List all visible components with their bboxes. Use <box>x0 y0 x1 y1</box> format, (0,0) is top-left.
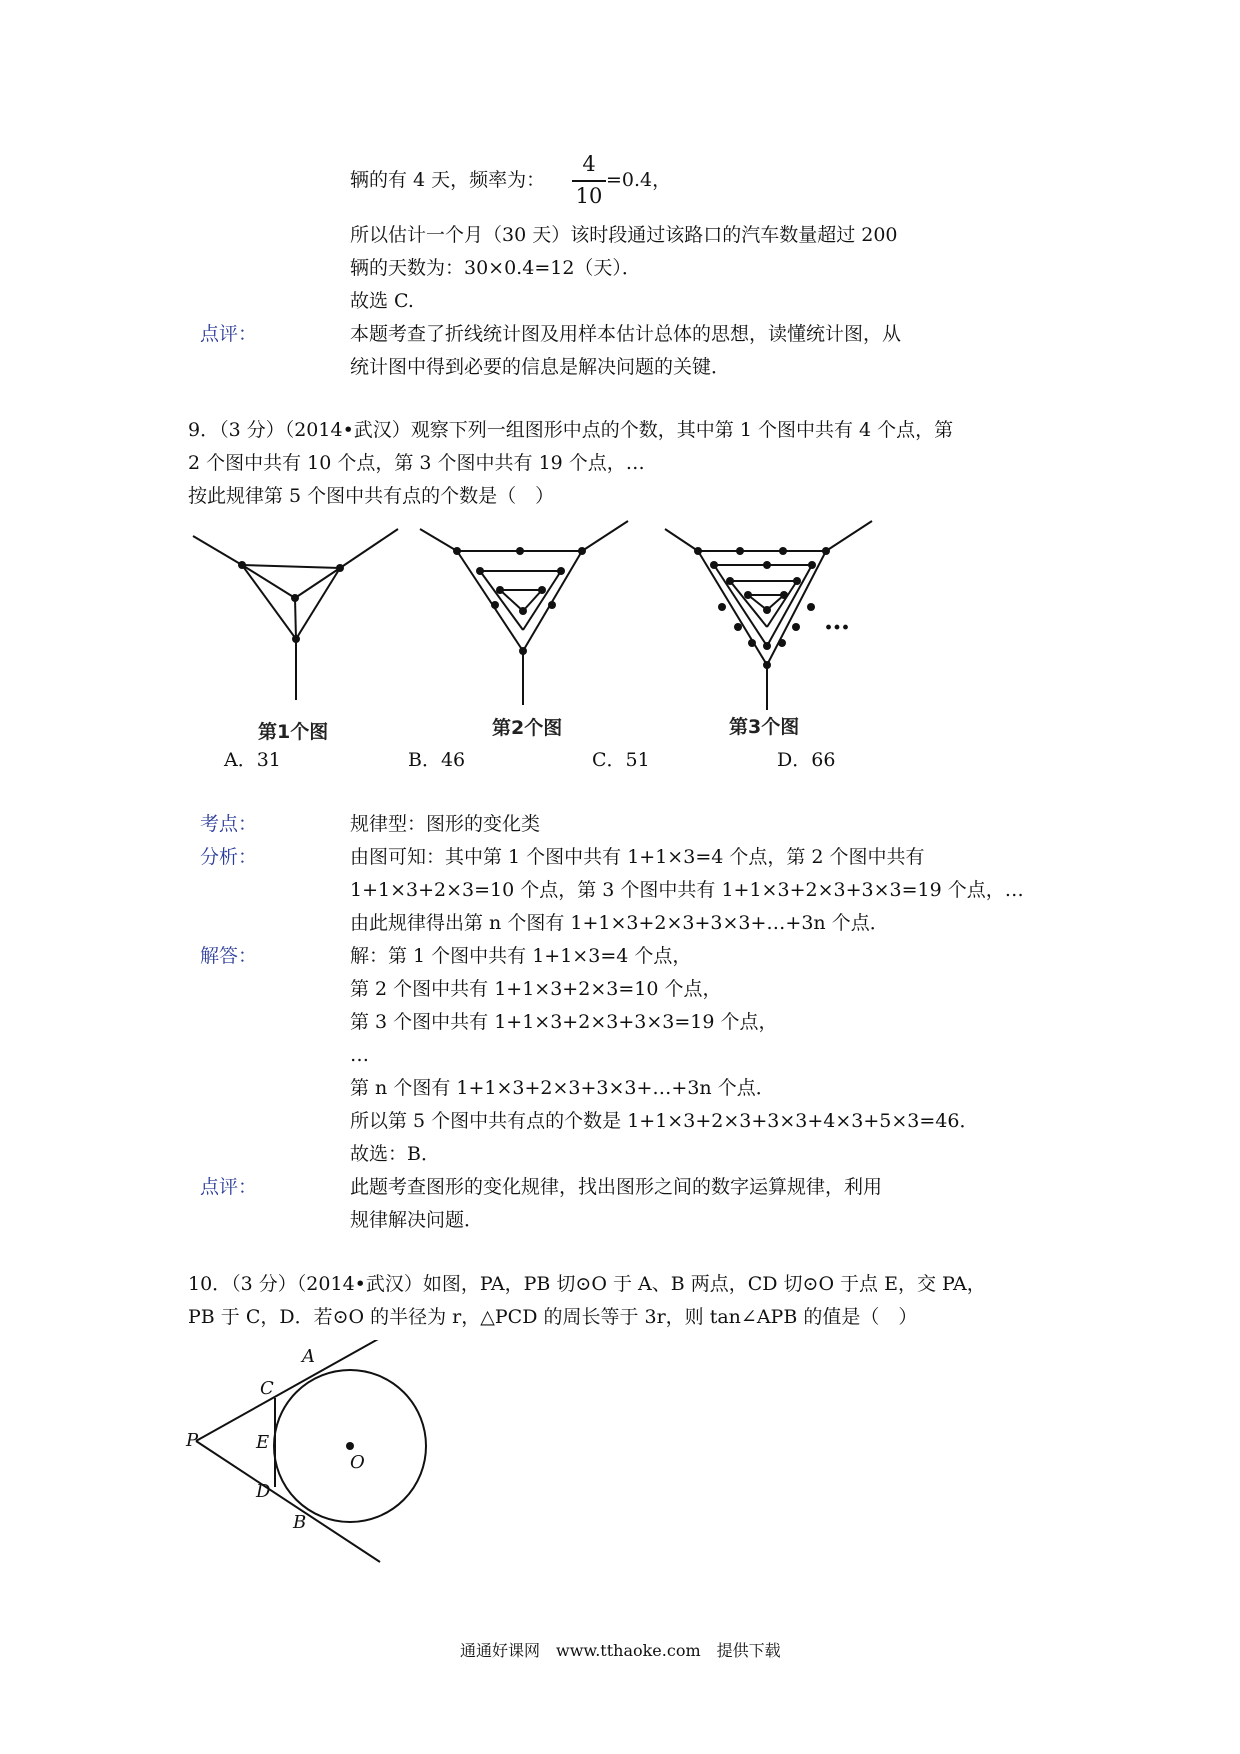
fenxi-line-2: 1+1×3+2×3=10 个点，第 3 个图中共有 1+1×3+2×3+3×3=19 个点，… <box>350 879 1024 901</box>
tangent-pa <box>196 1340 380 1441</box>
figure-ellipsis: … <box>824 606 850 636</box>
point-d-label: D <box>256 1481 271 1502</box>
jieda-label: 解答： <box>200 945 258 967</box>
kaodian-text: 规律型：图形的变化类 <box>350 813 541 835</box>
q10-line-1: 10．（3 分）（2014•武汉）如图，PA，PB 切⊙O 于 A、B 两点，CD 切⊙O 于点 E，交 PA， <box>188 1273 986 1295</box>
comment-label: 点评： <box>200 323 258 345</box>
fraction-bar <box>572 180 606 182</box>
dianping-line-2: 规律解决问题． <box>350 1209 484 1231</box>
comment-line-1: 本题考查了折线统计图及用样本估计总体的思想，读懂统计图，从 <box>350 323 902 345</box>
comment-line-2: 统计图中得到必要的信息是解决问题的关键． <box>350 356 731 378</box>
q9-line-2: 2 个图中共有 10 个点，第 3 个图中共有 19 个点，… <box>188 452 645 474</box>
q10-geometry-figure <box>180 1340 640 1580</box>
fenxi-line-1: 由图可知：其中第 1 个图中共有 1+1×3=4 个点，第 2 个图中共有 <box>350 846 925 868</box>
dianping-label: 点评： <box>200 1176 258 1198</box>
fraction-numerator: 4 <box>582 152 596 176</box>
point-o-label: O <box>350 1452 365 1473</box>
q9-line-3: 按此规律第 5 个图中共有点的个数是（ ） <box>188 485 555 507</box>
page-footer: 通通好课网 www.tthaoke.com 提供下载 <box>460 1641 781 1660</box>
fenxi-label: 分析： <box>200 846 258 868</box>
estimate-line: 所以估计一个月（30 天）该时段通过该路口的汽车数量超过 200 <box>350 224 898 246</box>
jieda-line-7: 故选：B． <box>350 1143 440 1165</box>
jieda-line-2: 第 2 个图中共有 1+1×3+2×3=10 个点， <box>350 978 722 1000</box>
option-b: B．46 <box>408 749 466 771</box>
freq-text: 辆的有 4 天，频率为： <box>350 169 546 191</box>
center-o-dot <box>346 1442 354 1450</box>
q9-figures <box>0 515 1240 745</box>
option-a: A．31 <box>224 749 281 771</box>
point-c-label: C <box>260 1378 274 1399</box>
kaodian-label: 考点： <box>200 813 258 835</box>
point-p-label: P <box>186 1430 199 1451</box>
jieda-line-3: 第 3 个图中共有 1+1×3+2×3+3×3=19 个点， <box>350 1011 778 1033</box>
fraction-denominator: 10 <box>575 184 603 208</box>
q10-line-2: PB 于 C，D．若⊙O 的半径为 r，△PCD 的周长等于 3r，则 tan∠APB 的值是（ ） <box>188 1306 918 1328</box>
jieda-line-1: 解：第 1 个图中共有 1+1×3=4 个点， <box>350 945 692 967</box>
point-a-label: A <box>302 1346 315 1367</box>
point-e-label: E <box>256 1432 270 1453</box>
jieda-line-5: 第 n 个图有 1+1×3+2×3+3×3+…+3n 个点． <box>350 1077 775 1099</box>
dianping-line-1: 此题考查图形的变化规律，找出图形之间的数字运算规律，利用 <box>350 1176 883 1198</box>
q9-line-1: 9．（3 分）（2014•武汉）观察下列一组图形中点的个数，其中第 1 个图中共有 4 个点，第 <box>188 419 954 441</box>
answer-line: 故选 C. <box>350 290 414 312</box>
jieda-line-4: … <box>350 1044 369 1066</box>
fenxi-line-3: 由此规律得出第 n 个图有 1+1×3+2×3+3×3+…+3n 个点． <box>350 912 889 934</box>
figure-3-caption: 第3个图 <box>729 716 800 738</box>
estimate-result: 辆的天数为：30×0.4=12（天）． <box>350 257 641 279</box>
option-c: C．51 <box>592 749 650 771</box>
jieda-line-6: 所以第 5 个图中共有点的个数是 1+1×3+2×3+3×3+4×3+5×3=46． <box>350 1110 979 1132</box>
freq-result: =0.4， <box>606 169 672 191</box>
point-b-label: B <box>293 1512 307 1533</box>
option-d: D．66 <box>777 749 836 771</box>
figure-2-caption: 第2个图 <box>492 717 563 739</box>
figure-1-caption: 第1个图 <box>258 721 329 743</box>
